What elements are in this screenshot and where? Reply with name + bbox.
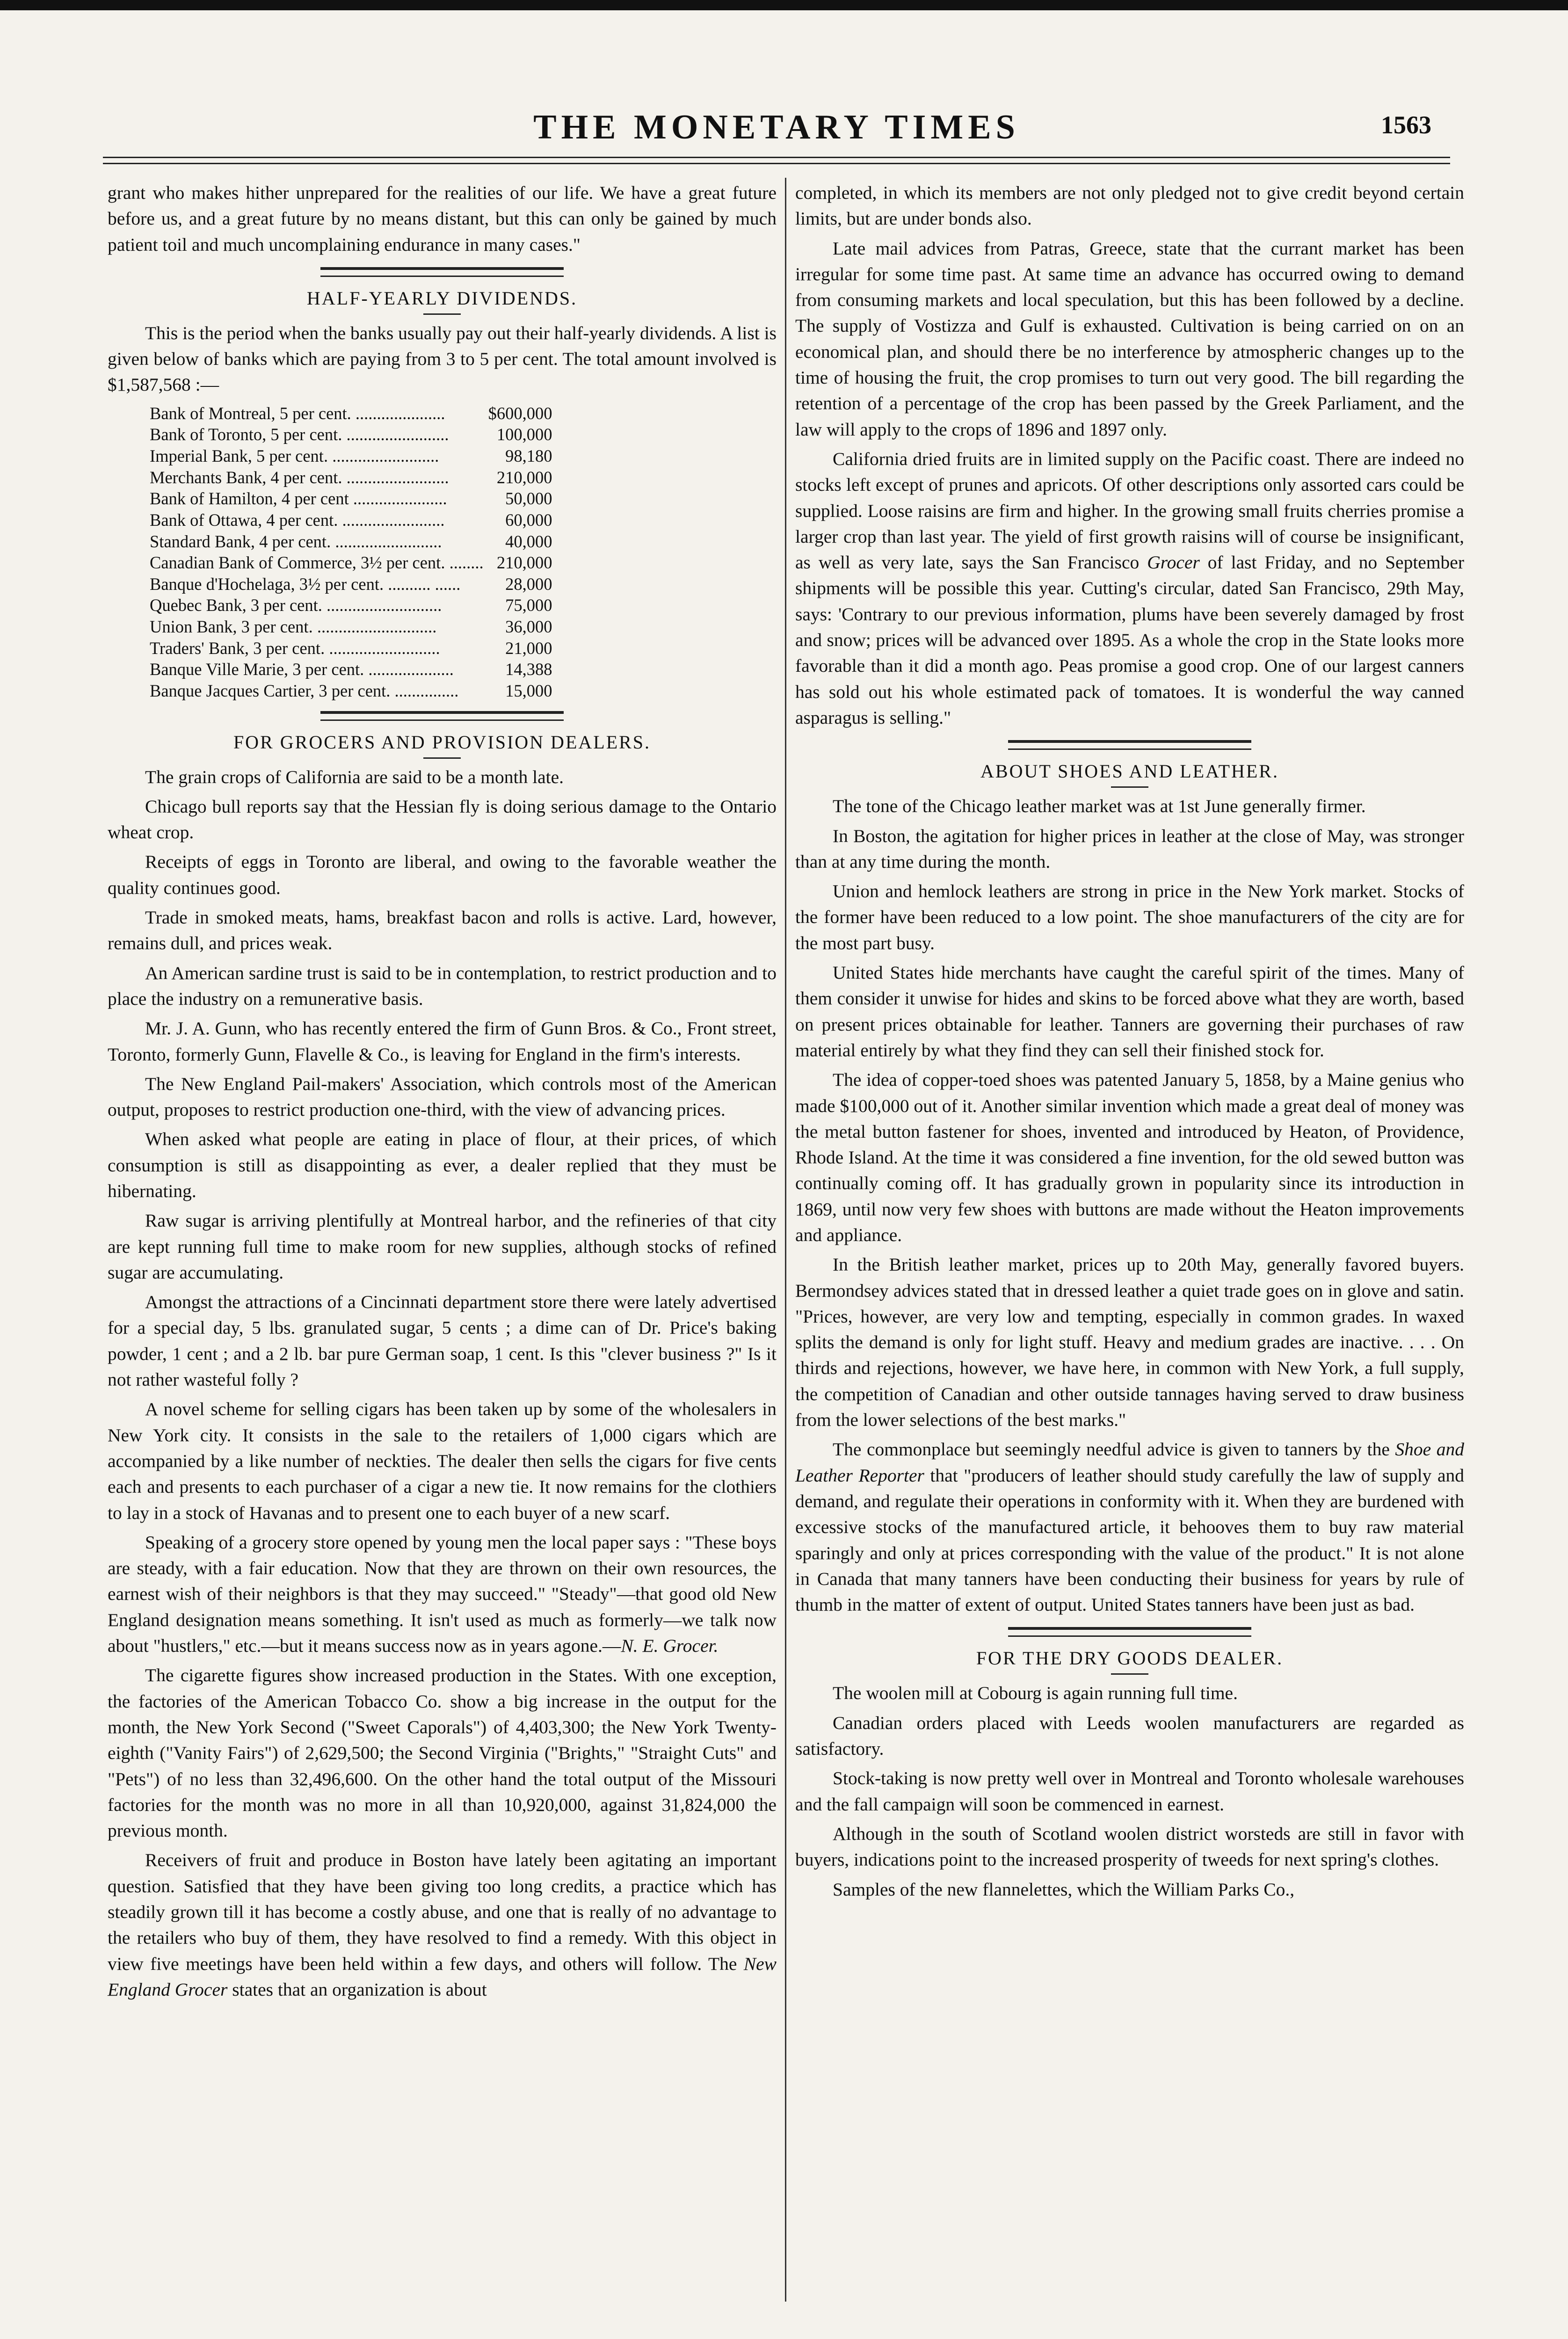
- table-row: [150, 467, 552, 488]
- paragraph: Mr. J. A. Gunn, who has recently entered the firm of Gunn Bros. & Co., Front street, Toronto, formerly Gunn, Flavelle & Co., is leaving for England in the firm's interests.: [108, 1018, 777, 1065]
- bank-amount: 60,000: [505, 510, 552, 530]
- paragraph: Stock-taking is now pretty well over in Montreal and Toronto wholesale warehouses and the fall campaign will soon be commenced in earnest.: [795, 1768, 1464, 1815]
- section-rule: [1008, 1627, 1251, 1637]
- paragraph: Samples of the new flannelettes, which the William Parks Co.,: [833, 1879, 1295, 1900]
- bank-amount: 50,000: [505, 489, 552, 508]
- paragraph: In the British leather market, prices up to 20th May, generally favored buyers. Bermondsey advices stated that in dressed leather a quiet trade goes on in glove and satin. "Prices, however, are very low and tempting, especially in common grades. In waxed splits the demand is only for light stuff. Heavy and medium grades are inactive. . . . On thirds and rejections, however, we have here, in common with New York, a full supply, the competition of Canadian and other outside tannages having served to draw business from the lower selections of the best marks.": [795, 1254, 1464, 1431]
- table-row: [150, 616, 552, 638]
- paragraph: Although in the south of Scotland woolen district worsteds are still in favor with buyers, indications point to the increased prosperity of tweeds for next spring's clothes.: [795, 1823, 1464, 1870]
- bank-name: Quebec Bank, 3 per cent. ...........................: [150, 596, 442, 615]
- table-row: [150, 659, 552, 680]
- paragraph: Amongst the attractions of a Cincinnati department store there were lately advertised for a special day, 5 lbs. granulated sugar, 5 cents ; a dime can of Dr. Price's baking powder, 1 cent ; and a 2 lb. bar pure German soap, 1 cent. Is this "clever business ?" Is it not rather wasteful folly ?: [108, 1292, 777, 1390]
- bank-amount: 210,000: [496, 467, 552, 487]
- section-rule: [1008, 740, 1251, 750]
- paragraph: The New England Pail-makers' Association, which controls most of the American output, proposes to restrict production one-third, with the view of advancing prices.: [108, 1073, 777, 1120]
- table-row: [150, 638, 552, 659]
- right-column: [795, 180, 1464, 1906]
- paragraph: A novel scheme for selling cigars has been taken up by some of the wholesalers in New York city. It consists in the sale to the retailers of 1,000 cigars which are accompanied by a like number of neckties. The dealer then sells the cigars for five cents each and presents to each purchaser of a cigar a new tie. It now remains for the clothiers to lay in a stock of Havanas and to present one to each buyer of a new scarf.: [108, 1399, 777, 1523]
- section-rule: [320, 711, 564, 721]
- paragraph: This is the period when the banks usually pay out their half-yearly dividends. A list is given below of banks which are paying from 3 to 5 per cent. The total amount involved is $1,587,568 :—: [108, 322, 777, 395]
- bank-name: Bank of Hamilton, 4 per cent ......................: [150, 489, 447, 508]
- source-citation: N. E. Grocer.: [621, 1635, 719, 1656]
- section-heading: ABOUT SHOES AND LEATHER.: [980, 761, 1279, 782]
- left-column: [108, 180, 777, 2006]
- paragraph: Canadian orders placed with Leeds woolen manufacturers are regarded as satisfactory.: [795, 1712, 1464, 1759]
- paragraph-text: Receivers of fruit and produce in Boston have lately been agitating an important question. Satisfied that they have been giving too long credits, a practice which has steadily grown till it has become a costly abuse, and one that is really of no advantage to the retailers who buy of them, they have resolved to find a remedy. With this object in view five meetings have been held within a few days, and others will follow. The: [108, 1850, 777, 1974]
- bank-amount: $600,000: [488, 403, 552, 423]
- bank-name: Bank of Toronto, 5 per cent. ........................: [150, 425, 449, 444]
- table-row: [150, 488, 552, 509]
- paragraph: Chicago bull reports say that the Hessian fly is doing serious damage to the Ontario wheat crop.: [108, 796, 777, 843]
- heading-rule: [423, 313, 461, 315]
- paragraph: In Boston, the agitation for higher prices in leather at the close of May, was stronger than at any time during the month.: [795, 825, 1464, 872]
- header-rule: [103, 157, 1450, 164]
- bank-name: Canadian Bank of Commerce, 3½ per cent. ........: [150, 553, 484, 573]
- bank-name: Traders' Bank, 3 per cent. ..........................: [150, 638, 440, 658]
- bank-name: Bank of Ottawa, 4 per cent. ........................: [150, 510, 445, 530]
- table-row: [150, 574, 552, 595]
- section-heading: FOR THE DRY GOODS DEALER.: [976, 1648, 1284, 1669]
- section-heading: FOR GROCERS AND PROVISION DEALERS.: [233, 731, 651, 753]
- section-heading: HALF-YEARLY DIVIDENDS.: [306, 287, 578, 309]
- paragraph: The idea of copper-toed shoes was patented January 5, 1858, by a Maine genius who made $100,000 out of it. Another similar invention which made a great deal of money was the metal button fastener for shoes, invented and introduced by Heaton, of Providence, Rhode Island. At the time it was considered a fine invention, for the old sewed button was continually coming off. It has gradually grown in popularity since its introduction in 1869, until now very few shoes with buttons are made without the Heaton improvements and appliance.: [795, 1069, 1464, 1245]
- bank-amount: 14,388: [505, 660, 552, 679]
- bank-name: Bank of Montreal, 5 per cent. .....................: [150, 403, 445, 423]
- paragraph: [795, 446, 1464, 731]
- paragraph-text: of last Friday, and no September shipments will be possible this year. Cutting's circular, dated San Francisco, 29th May, says: 'Contrary to our previous information, plums have been severely damaged by frost and snow; prices will be advanced over 1895. As a whole the crop in the State looks more favorable than it did a month ago. Peas promise a good crop. One of our largest canners has sold out his whole estimated pack of tomatoes. It is wonderful the way canned asparagus is selling.": [795, 552, 1464, 728]
- table-row: [150, 595, 552, 616]
- masthead-title: THE MONETARY TIMES: [533, 108, 1020, 146]
- bank-name: Standard Bank, 4 per cent. .........................: [150, 531, 442, 551]
- paragraph: The cigarette figures show increased production in the States. With one exception, the factories of the American Tobacco Co. show a big increase in the output for the month, the New York Second ("Sweet Caporals") of 4,403,300; the New York Twenty-eighth ("Vanity Fairs") of 2,629,500; the Second Virginia ("Brights," "Straight Cuts" and "Pets") of no less than 32,496,600. On the other hand the total output of the Missouri factories for the month was no more in all than 10,920,000, against 31,824,000 the previous month.: [108, 1665, 777, 1841]
- paragraph: Raw sugar is arriving plentifully at Montreal harbor, and the refineries of that city are kept running full time to make room for new supplies, although stocks of refined sugar are accumulating.: [108, 1210, 777, 1283]
- paragraph: An American sardine trust is said to be in contemplation, to restrict production and to place the industry on a remunerative basis.: [108, 962, 777, 1009]
- bank-amount: 15,000: [505, 681, 552, 700]
- bank-name: Merchants Bank, 4 per cent. ........................: [150, 467, 449, 487]
- bank-amount: 21,000: [505, 638, 552, 658]
- bank-amount: 98,180: [505, 446, 552, 466]
- paragraph: [795, 1437, 1464, 1618]
- page-number: 1563: [1381, 111, 1431, 139]
- bank-amount: 40,000: [505, 531, 552, 551]
- table-row: [150, 424, 552, 445]
- section-rule: [320, 267, 564, 277]
- bank-amount: 36,000: [505, 617, 552, 637]
- heading-rule: [1111, 1673, 1148, 1675]
- paragraph-text: states that an organization is about: [227, 1979, 487, 2000]
- paragraph-text: The commonplace but seemingly needful advice is given to tanners by the: [833, 1439, 1395, 1460]
- bank-name: Union Bank, 3 per cent. ............................: [150, 617, 437, 637]
- paragraph-text: California dried fruits are in limited supply on the Pacific coast. There are indeed no stocks left except of prunes and apricots. Of other descriptions only assorted cars could be supplied. Loose raisins are firm and higher. In the growing small fruits cherries promise a larger crop than last year. The yield of first growth raisins will of course be insignificant, as well as very late, says the San Francisco: [795, 448, 1464, 573]
- paragraph-text: Speaking of a grocery store opened by young men the local paper says : "These boys are steady, with a fair education. Now that they are thrown on their own resources, the earnest wish of their neighbors is that they may succeed." "Steady"—that good old New England designation means something. It isn't used as much as formerly—we talk now about "hustlers," etc.—but it means success now as in years agone.—: [108, 1532, 777, 1656]
- paragraph: [108, 1530, 777, 1659]
- table-row: [150, 445, 552, 467]
- table-row: [150, 509, 552, 531]
- source-citation: Grocer: [1147, 552, 1200, 573]
- paragraph: Receipts of eggs in Toronto are liberal, and owing to the favorable weather the quality continues good.: [108, 851, 777, 898]
- paragraph-text: that "producers of leather should study carefully the law of supply and demand, and regulate their operations in conformity with it. When they are burdened with excessive stocks of the manufactured article, it behooves them to buy raw material sparingly and only at prices corresponding with the value of the product." It is not alone in Canada that many tanners have been conducting their business for years by rule of thumb in the matter of extent of output. United States tanners have been just as bad.: [795, 1465, 1464, 1615]
- table-row: [150, 552, 552, 574]
- heading-rule: [423, 757, 461, 759]
- paragraph: Late mail advices from Patras, Greece, state that the currant market has been irregular for some time past. At same time an advance has occurred owing to demand from consuming markets and local speculation, but this has been followed by a decline. The supply of Vostizza and Gulf is exhausted. Cultivation is being carried on on an economical plan, and should there be no interference by atmospheric changes up to the time of housing the fruit, the crop promises to turn out very good. The bill regarding the retention of a percentage of the crop has been passed by the Greek Parliament, and the law will apply to the crops of 1896 and 1897 only.: [795, 238, 1464, 440]
- bank-name: Banque d'Hochelaga, 3½ per cent. .......... ......: [150, 574, 461, 594]
- top-border: [0, 0, 1568, 10]
- page-header: [103, 98, 1450, 150]
- bank-amount: 100,000: [496, 425, 552, 444]
- bank-name: Banque Ville Marie, 3 per cent. ....................: [150, 660, 454, 679]
- source-citation: Shoe and Leather Reporter: [795, 1439, 1464, 1486]
- source-citation: New England Grocer: [108, 1953, 777, 2000]
- column-divider: [785, 178, 786, 2302]
- paragraph: The woolen mill at Cobourg is again running full time.: [833, 1683, 1238, 1704]
- paragraph: Union and hemlock leathers are strong in price in the New York market. Stocks of the former have been reduced to a low point. The shoe manufacturers of the city are for the most part busy.: [795, 881, 1464, 953]
- dividends-table: [150, 403, 552, 702]
- bank-amount: 28,000: [505, 574, 552, 594]
- paragraph: The tone of the Chicago leather market was at 1st June generally firmer.: [833, 796, 1366, 817]
- bank-name: Banque Jacques Cartier, 3 per cent. ...............: [150, 681, 459, 700]
- table-row: [150, 531, 552, 552]
- paragraph: completed, in which its members are not only pledged not to give credit beyond certain limits, but are under bonds also.: [795, 182, 1464, 229]
- heading-rule: [1111, 786, 1148, 788]
- paragraph: The grain crops of California are said to be a month late.: [145, 766, 564, 787]
- paragraph: grant who makes hither unprepared for the realities of our life. We have a great future before us, and a great future by no means distant, but this can only be gained by much patient toil and much uncomplaining endurance in many cases.": [108, 182, 777, 255]
- bank-name: Imperial Bank, 5 per cent. .........................: [150, 446, 439, 466]
- table-row: [150, 403, 552, 424]
- table-row: [150, 680, 552, 702]
- bank-amount: 210,000: [496, 553, 552, 573]
- paragraph: [108, 1847, 777, 2003]
- paragraph: United States hide merchants have caught the careful spirit of the times. Many of them consider it unwise for hides and skins to be forced above what they are worth, based on present prices obtainable for leather. Tanners are governing their purchases of raw material entirely by what they find they can sell their finished stock for.: [795, 962, 1464, 1061]
- paragraph: When asked what people are eating in place of flour, at their prices, of which consumption is still as disappointing as ever, a dealer replied that they must be hibernating.: [108, 1129, 777, 1201]
- paragraph: Trade in smoked meats, hams, breakfast bacon and rolls is active. Lard, however, remains dull, and prices weak.: [108, 907, 777, 954]
- bank-amount: 75,000: [505, 596, 552, 615]
